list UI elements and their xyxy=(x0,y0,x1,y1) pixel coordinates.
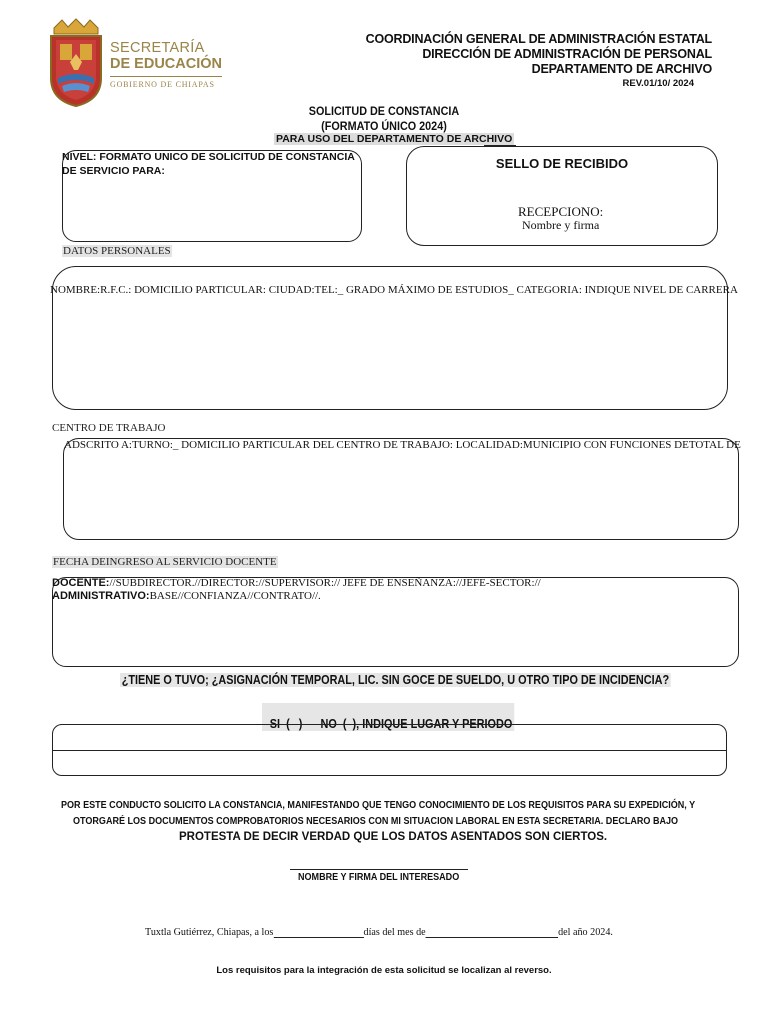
logo-divider xyxy=(110,76,222,77)
datos-personales-label xyxy=(62,245,172,257)
mes-blank[interactable] xyxy=(426,925,558,938)
header-direccion: DIRECCIÓN DE ADMINISTRACIÓN DE PERSONAL xyxy=(422,47,712,61)
datos-personales-text: DATOS PERSONALES xyxy=(63,245,171,257)
header-revision: REV.01/10/ 2024 xyxy=(622,78,694,89)
administrativo-options: BASE//CONFIANZA//CONTRATO//. xyxy=(149,590,321,602)
docente-options: //SUBDIRECTOR.//DIRECTOR://SUPERVISOR:// JEFE DE ENSEÑANZA://JEFE-SECTOR:// xyxy=(109,577,541,589)
header-coordinacion: COORDINACIÓN GENERAL DE ADMINISTRACIÓN ESTATAL xyxy=(365,32,712,46)
nivel-label xyxy=(62,150,355,178)
docente-label: DOCENTE: xyxy=(52,577,110,589)
fecha-lugar-part2: días del mes de xyxy=(363,926,426,938)
administrativo-label: ADMINISTRATIVO: xyxy=(52,590,150,602)
incidencia-question xyxy=(120,673,671,687)
centro-trabajo-fields: ADSCRITO A:TURNO:_ DOMICILIO PARTICULAR DEL CENTRO DE TRABAJO: LOCALIDAD:MUNICIPIO CON FUNCIONES DETOTAL DE xyxy=(64,439,741,451)
education-logo xyxy=(48,18,228,110)
fecha-ingreso-label xyxy=(52,556,278,568)
fecha-ingreso-text: FECHA DEINGRESO AL SERVICIO DOCENTE xyxy=(53,556,277,568)
declaracion-line2: OTORGARÉ LOS DOCUMENTOS COMPROBATORIOS NECESARIOS CON MI SITUACION LABORAL EN ESTA SECRETARIA. DECLARO BAJO xyxy=(73,815,679,827)
dias-blank[interactable] xyxy=(273,925,363,938)
fecha-lugar-row xyxy=(145,925,613,938)
archive-use-label xyxy=(274,133,514,145)
fecha-lugar-part3: del año 2024. xyxy=(558,926,613,938)
logo-line1: SECRETARÍA xyxy=(110,40,205,56)
nivel-line1: NIVEL: FORMATO UNICO DE SOLICITUD DE CONSTANCIA xyxy=(62,151,355,163)
footer-note: Los requisitos para la integración de esta solicitud se localizan al reverso. xyxy=(216,965,552,976)
incidencia-question-text: ¿TIENE O TUVO; ¿ASIGNACIÓN TEMPORAL, LIC. SIN GOCE DE SUELDO, U OTRO TIPO DE INCIDENCIA? xyxy=(121,673,670,687)
header-departamento: DEPARTAMENTO DE ARCHIVO xyxy=(531,62,712,76)
form-title: SOLICITUD DE CONSTANCIA xyxy=(308,104,460,118)
form-subtitle: (FORMATO ÚNICO 2024) xyxy=(321,119,447,133)
firma-line xyxy=(290,869,468,870)
administrativo-row xyxy=(52,590,321,602)
docente-row xyxy=(52,577,541,589)
nombre-firma-label: Nombre y firma xyxy=(522,218,600,232)
declaracion-line3: PROTESTA DE DECIR VERDAD QUE LOS DATOS ASENTADOS SON CIERTOS. xyxy=(179,831,608,843)
archive-use-text: PARA USO DEL DEPARTAMENTO DE ARCHIVO xyxy=(276,133,513,145)
incidencia-answer-text: SI ( ) NO ( ), INDIQUE LUGAR Y PERIODO xyxy=(269,717,513,731)
declaracion-line1: POR ESTE CONDUCTO SOLICITO LA CONSTANCIA, MANIFESTANDO QUE TENGO CONOCIMIENTO DE LOS REQUISITOS PARA SU EXPEDICIÓN, Y xyxy=(61,799,696,811)
logo-line3: GOBIERNO DE CHIAPAS xyxy=(110,80,215,89)
chiapas-shield-icon xyxy=(48,18,104,108)
incidencia-divider xyxy=(52,750,727,751)
firma-label: NOMBRE Y FIRMA DEL INTERESADO xyxy=(298,871,460,883)
nivel-line2: DE SERVICIO PARA: xyxy=(62,165,165,177)
fecha-lugar-part1: Tuxtla Gutiérrez, Chiapas, a los xyxy=(145,926,274,938)
centro-trabajo-box[interactable] xyxy=(63,438,739,540)
centro-trabajo-label: CENTRO DE TRABAJO xyxy=(52,422,166,434)
datos-personales-fields: NOMBRE:R.F.C.: DOMICILIO PARTICULAR: CIUDAD:TEL:_ GRADO MÁXIMO DE ESTUDIOS_ CATEGORIA: INDIQUE NIVEL DE CARRERA xyxy=(50,284,738,296)
sello-title: SELLO DE RECIBIDO xyxy=(495,156,629,171)
logo-line2: DE EDUCACIÓN xyxy=(110,56,222,72)
recepciono-label: RECEPCIONO: xyxy=(518,204,604,219)
